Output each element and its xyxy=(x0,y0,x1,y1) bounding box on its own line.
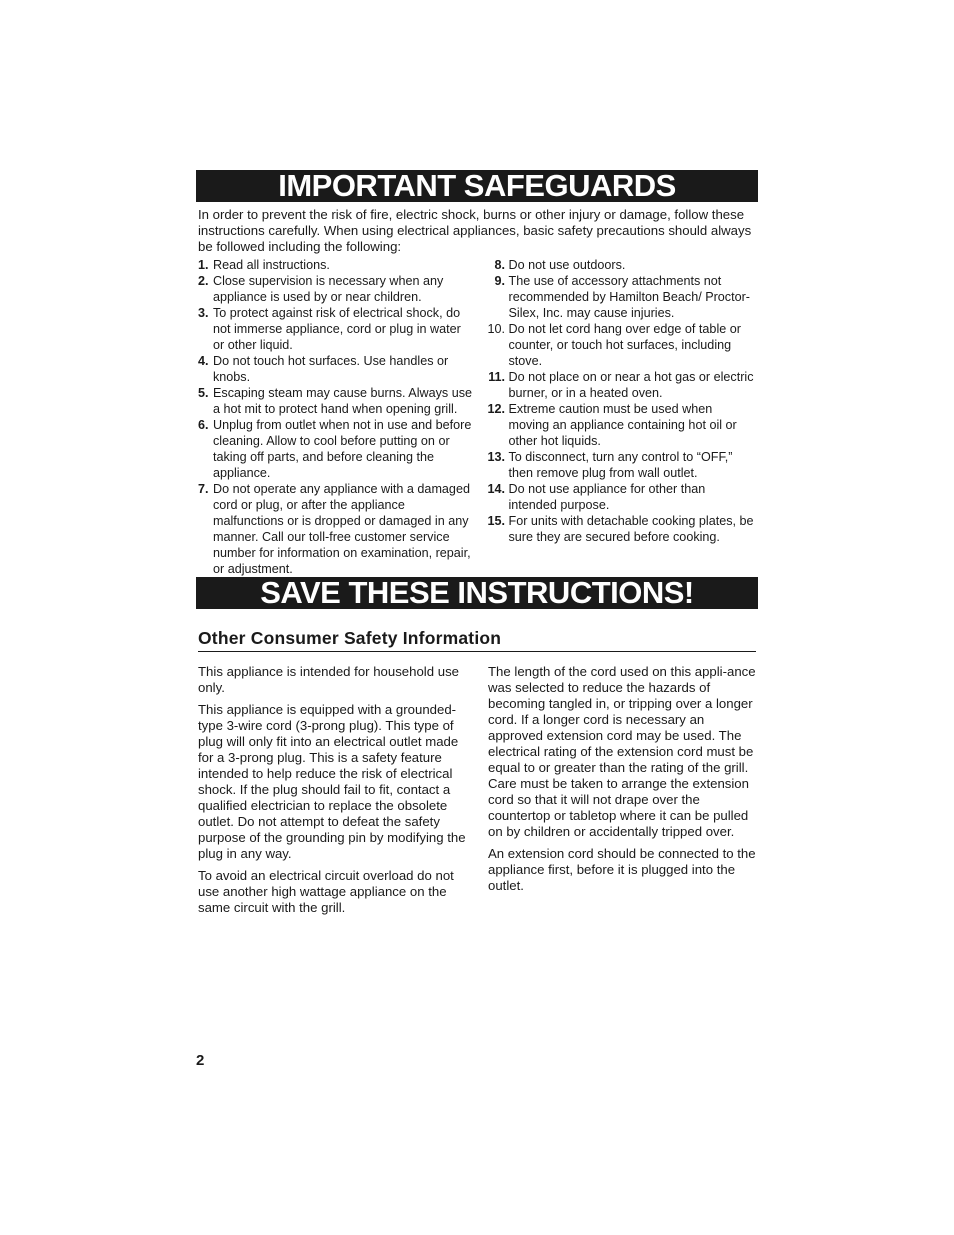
item-text: Do not operate any appliance with a damaged cord or plug, or after the appliance malfunctions or is dropped or damaged in any manner. Call our toll-free customer service number for information on examination, repair, or adjustment. xyxy=(213,482,471,576)
item-text: Do not let cord hang over edge of table or counter, or touch hot surfaces, including stove. xyxy=(508,322,741,368)
item-number: 8. xyxy=(494,258,505,272)
other-safety-info xyxy=(196,664,758,922)
safeguard-item xyxy=(482,369,754,401)
safeguard-item xyxy=(198,481,474,577)
item-text: To protect against risk of electrical shock, do not immerse appliance, cord or plug in water or other liquid. xyxy=(213,306,461,352)
other-left-column xyxy=(196,664,470,922)
safeguard-item xyxy=(482,481,754,513)
item-text: The use of accessory attachments not recommended by Hamilton Beach/ Proctor-Silex, Inc. may cause injuries. xyxy=(508,274,750,320)
item-text: Do not use outdoors. xyxy=(508,258,626,272)
safeguard-item xyxy=(198,273,474,305)
safeguard-item xyxy=(198,385,474,417)
safeguard-item xyxy=(198,305,474,353)
paragraph: This appliance is equipped with a grounded-type 3-wire cord (3-prong plug). This type of plug will only fit into an electrical outlet made for a 3-prong plug. This is a safety feature intended to help reduce the risk of electrical shock. If the plug should fail to fit, contact a qualified electrician to replace the obsolete outlet. Do not attempt to defeat the safety purpose of the grounding pin by modifying the plug in any way. xyxy=(198,702,466,861)
item-text: Do not place on or near a hot gas or electric burner, or in a heated oven. xyxy=(508,370,754,400)
intro-paragraph: In order to prevent the risk of fire, electric shock, burns or other injury or damage, follow these instructions carefully. When using electrical appliances, basic safety precautions should always be followed including the following: xyxy=(198,207,752,254)
item-number: 13. xyxy=(487,450,505,464)
item-text: Close supervision is necessary when any appliance is used by or near children. xyxy=(213,274,444,304)
item-number: 11. xyxy=(488,370,505,384)
item-number: 10. xyxy=(487,322,505,336)
safeguard-item xyxy=(482,513,754,545)
item-number: 12. xyxy=(487,402,505,416)
item-number: 14. xyxy=(487,482,505,496)
item-number: 15. xyxy=(487,514,505,528)
item-text: Do not use appliance for other than intended purpose. xyxy=(508,482,706,512)
item-text: Read all instructions. xyxy=(213,258,330,272)
item-number: 1. xyxy=(198,258,209,272)
safeguard-item xyxy=(482,257,754,273)
item-text: Do not touch hot surfaces. Use handles or knobs. xyxy=(213,354,449,384)
item-text: Unplug from outlet when not in use and before cleaning. Allow to cool before putting on or taking off parts, and before cleaning the appliance. xyxy=(213,418,472,480)
item-text: Extreme caution must be used when moving an appliance containing hot oil or other hot liquids. xyxy=(508,402,737,448)
paragraph: This appliance is intended for household use only. xyxy=(198,664,459,695)
paragraph: The length of the cord used on this appli-ance was selected to reduce the hazards of becoming tangled in, or tripping over a longer cord. If a longer cord is necessary an approved extension cord may be used. The electrical rating of the extension cord must be equal to or greater than the rating of the grill. Care must be taken to arrange the extension cord so that it will not drape over the countertop or tabletop where it can be pulled on by children or accidentally tripped over. xyxy=(488,664,756,839)
safeguards-list xyxy=(196,257,758,577)
item-number: 9. xyxy=(494,274,505,288)
safeguard-item xyxy=(482,401,754,449)
safeguard-item xyxy=(482,449,754,481)
item-number: 5. xyxy=(198,386,209,400)
safeguard-item xyxy=(198,257,474,273)
save-instructions-banner: SAVE THESE INSTRUCTIONS! xyxy=(196,577,758,609)
item-text: For units with detachable cooking plates, be sure they are secured before cooking. xyxy=(508,514,754,544)
item-number: 7. xyxy=(198,482,209,496)
safeguards-left-column xyxy=(196,257,474,577)
manual-page xyxy=(196,170,758,922)
item-text: To disconnect, turn any control to “OFF,” then remove plug from wall outlet. xyxy=(508,450,733,480)
section-title: Other Consumer Safety Information xyxy=(198,627,756,652)
important-safeguards-banner: IMPORTANT SAFEGUARDS xyxy=(196,170,758,202)
paragraph: An extension cord should be connected to the appliance first, before it is plugged into the outlet. xyxy=(488,846,756,893)
safeguard-item xyxy=(482,273,754,321)
item-number: 6. xyxy=(198,418,209,432)
item-number: 2. xyxy=(198,274,209,288)
other-right-column xyxy=(488,664,758,922)
safeguards-right-column xyxy=(482,257,758,577)
safeguard-item xyxy=(198,417,474,481)
safeguard-item xyxy=(198,353,474,385)
item-number: 4. xyxy=(198,354,209,368)
item-number: 3. xyxy=(198,306,209,320)
safeguard-item xyxy=(482,321,754,369)
page-number: 2 xyxy=(196,1052,205,1069)
item-text: Escaping steam may cause burns. Always use a hot mit to protect hand when opening grill. xyxy=(213,386,472,416)
paragraph: To avoid an electrical circuit overload do not use another high wattage appliance on the same circuit with the grill. xyxy=(198,868,454,915)
